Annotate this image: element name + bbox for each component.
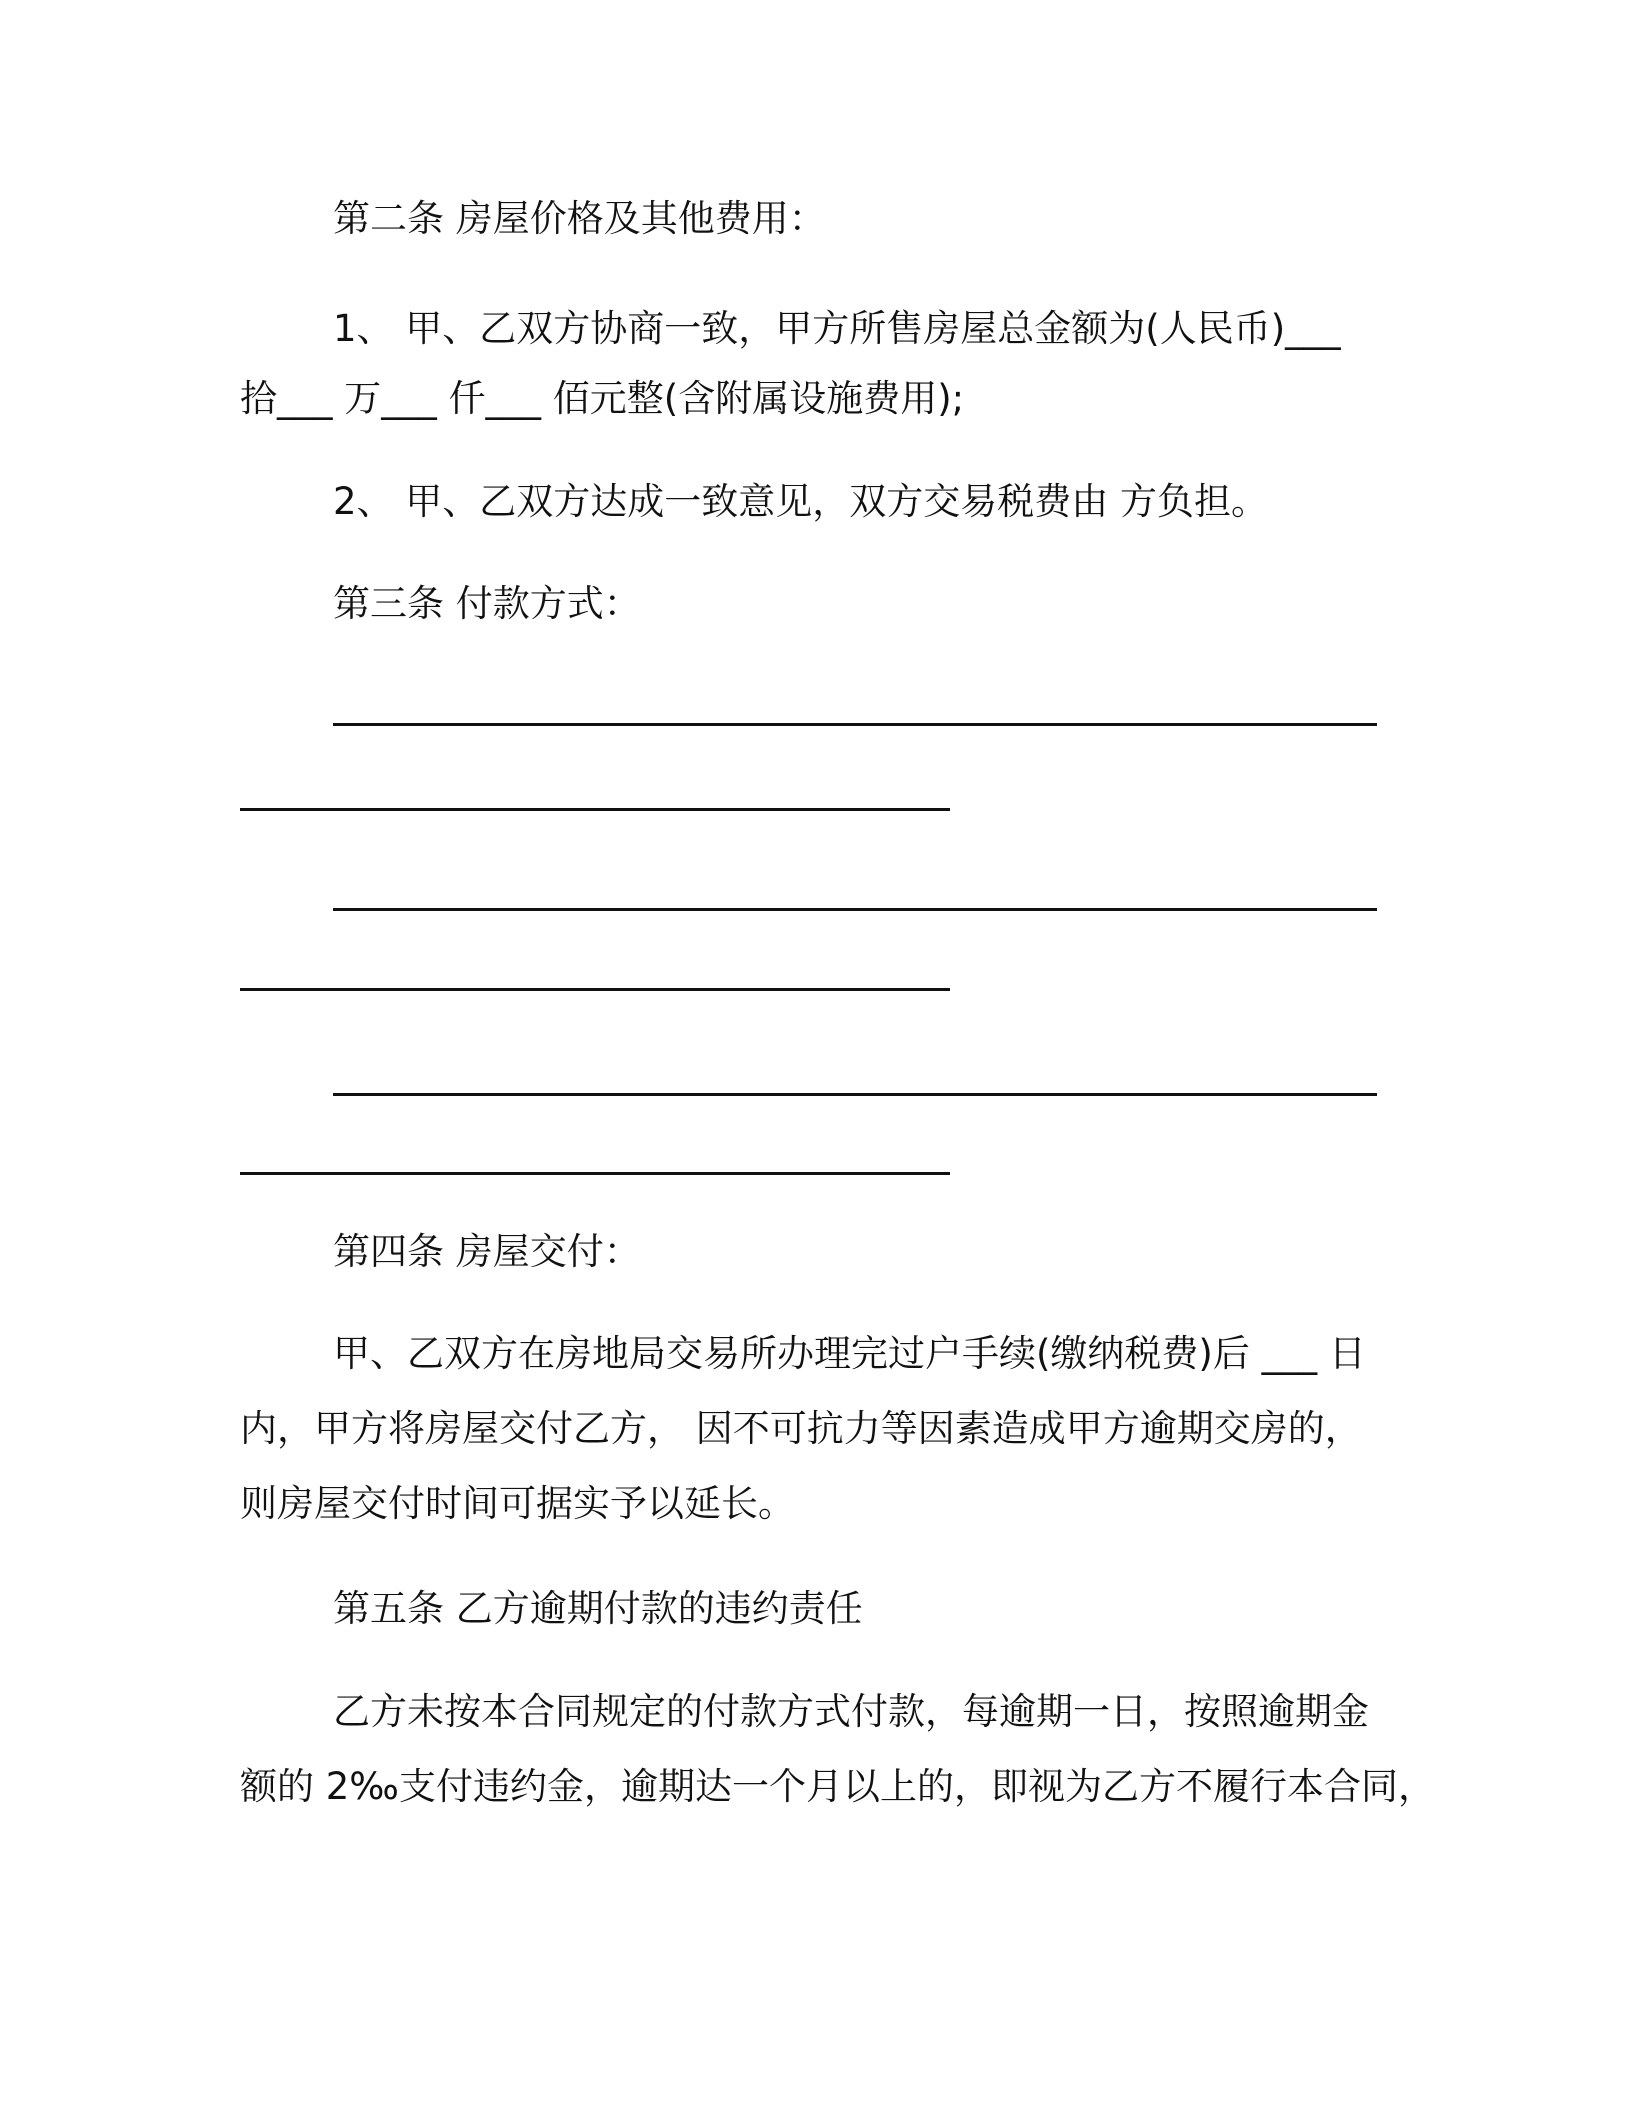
article-2-item-1-line-1: 1、 甲、乙双方协商一致，甲方所售房屋总金额为(人民币)___ xyxy=(333,307,1341,350)
article-4-line-2: 内，甲方将房屋交付乙方， 因不可抗力等因素造成甲方逾期交房的， xyxy=(240,1407,1362,1450)
article-4-line-1: 甲、乙双方在房地局交易所办理完过户手续(缴纳税费)后 ___ 日 xyxy=(333,1332,1366,1375)
article-2-heading: 第二条 房屋价格及其他费用： xyxy=(333,197,826,240)
payment-blank-line-1b xyxy=(240,808,950,811)
payment-blank-line-3b xyxy=(240,1172,950,1175)
article-3-heading: 第三条 付款方式： xyxy=(333,582,641,625)
article-2-item-1-line-2: 拾___ 万___ 仟___ 佰元整(含附属设施费用); xyxy=(240,377,965,420)
payment-blank-line-1a xyxy=(333,723,1377,726)
payment-blank-line-2a xyxy=(333,908,1377,911)
article-4-heading: 第四条 房屋交付： xyxy=(333,1230,641,1273)
article-5-heading: 第五条 乙方逾期付款的违约责任 xyxy=(333,1587,863,1630)
article-2-item-2: 2、 甲、乙双方达成一致意见，双方交易税费由 方负担。 xyxy=(333,480,1269,523)
article-5-line-1: 乙方未按本合同规定的付款方式付款，每逾期一日，按照逾期金 xyxy=(333,1690,1369,1733)
payment-blank-line-3a xyxy=(333,1093,1377,1096)
article-4-line-3: 则房屋交付时间可据实予以延长。 xyxy=(240,1482,795,1525)
payment-blank-line-2b xyxy=(240,988,950,991)
article-5-line-2: 额的 2‰支付违约金，逾期达一个月以上的，即视为乙方不履行本合同， xyxy=(240,1765,1435,1808)
